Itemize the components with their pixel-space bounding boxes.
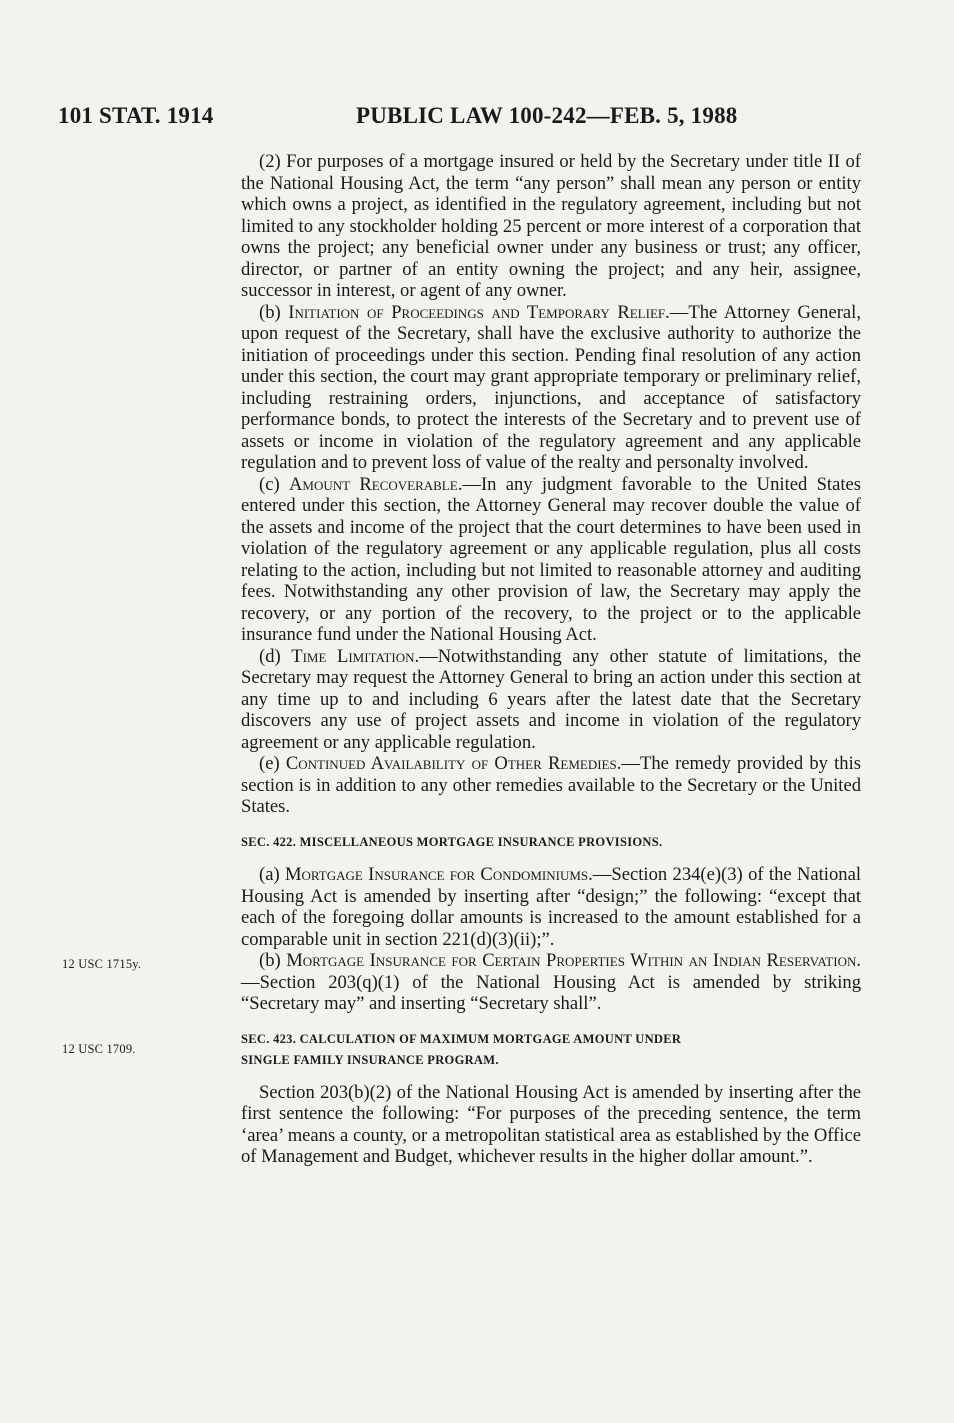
section-423-heading-line1: SEC. 423. CALCULATION OF MAXIMUM MORTGAGE AMOUNT UNDER	[241, 1031, 682, 1046]
subsection-b	[241, 302, 861, 474]
margin-note-usc-1709: 12 USC 1709.	[62, 1042, 136, 1056]
section-422-a	[241, 864, 861, 950]
section-422-b-label: (b)	[259, 950, 281, 971]
section-422-b	[241, 950, 861, 1015]
stat-reference: 101 STAT. 1914	[58, 103, 214, 128]
subsection-d-text: —Notwithstanding any other statute of limitations, the Secretary may request the Attorney General to bring an action under this section at any time up to and including 6 years after the latest date that the Secretary discovers any use of project assets and income in violation of the regulatory agreement or any applicable regulation.	[241, 645, 862, 753]
section-423-heading	[241, 1029, 861, 1072]
section-422-a-heading: Mortgage Insurance for Condominiums.	[284, 864, 593, 885]
subsection-d	[241, 646, 861, 754]
subsection-e-label: (e)	[259, 753, 280, 774]
section-422-b-heading: Mortgage Insurance for Certain Properties Within an Indian Reservation.	[286, 950, 862, 971]
subsection-c	[241, 474, 861, 646]
subsection-d-label: (d)	[259, 645, 281, 667]
subsection-e-heading: Continued Availability of Other Remedies.	[285, 753, 622, 774]
subsection-c-heading: Amount Recoverable.	[288, 473, 463, 495]
section-422-b-text: —Section 203(q)(1) of the National Housing Act is amended by striking “Secretary may” and inserting “Secretary shall”.	[241, 971, 861, 1014]
section-422-heading: SEC. 422. MISCELLANEOUS MORTGAGE INSURANCE PROVISIONS.	[241, 834, 663, 849]
section-422-a-text: —Section 234(e)(3) of the National Housing Act is amended by inserting after “design;” the following: “except that each of the foregoing dollar amounts is increased to the amount established for a comparable unit in section 221(d)(3)(ii);”.	[241, 864, 861, 950]
subsection-e	[241, 753, 861, 818]
subsection-c-label: (c)	[259, 473, 280, 495]
subsection-b-text: —The Attorney General, upon request of the Secretary, shall have the exclusive authority to authorize the initiation of proceedings under this section. Pending final resolution of any action under this section, the court may grant appropriate temporary or preliminary relief, including restraining orders, injunctions, and acceptance of satisfactory performance bonds, to protect the interests of the Secretary and to prevent use of assets or income in violation of the regulatory agreement and any applicable regulation and to prevent loss of value of the realty and personalty involved.	[241, 301, 861, 473]
margin-note-usc-1715y: 12 USC 1715y.	[62, 957, 142, 971]
subsection-b-heading: Initiation of Proceedings and Temporary Relief.	[288, 301, 670, 323]
subsection-c-text: —In any judgment favorable to the United States entered under this section, the Attorney General may recover double the value of the assets and income of the project that the court determines to have been used in violation of the regulatory agreement or any applicable regulation, plus all costs relating to the action, including but not limited to reasonable attorney and auditing fees. Notwithstanding any other provision of law, the Secretary may apply the recovery, or any portion of the recovery, to the project or to the applicable insurance fund under the National Housing Act.	[241, 473, 862, 645]
subsection-e-text: —The remedy provided by this section is in addition to any other remedies available to the Secretary or the United States.	[241, 753, 862, 817]
subsection-b-label: (b)	[259, 301, 281, 323]
section-422-a-label: (a)	[259, 864, 280, 885]
section-423-heading-line2: SINGLE FAMILY INSURANCE PROGRAM.	[241, 1053, 499, 1067]
paragraph-2: (2) For purposes of a mortgage insured or held by the Secretary under title II of the National Housing Act, the term “any person” shall mean any person or entity which owns a project, as identified in the regulatory agreement, including but not limited to any stockholder holding 25 percent or more interest of a corporation that owns the project; any beneficial owner under any business or trust; any officer, director, or partner of an entity owning the project; and any heir, assignee, successor in interest, or agent of any owner.	[241, 151, 861, 301]
section-423-text: Section 203(b)(2) of the National Housing Act is amended by inserting after the first sentence the following: “For purposes of the preceding sentence, the term ‘area’ means a county, or a metropolitan statistical area as established by the Office of Management and Budget, whichever results in the higher dollar amount.”.	[241, 1081, 861, 1167]
subsection-d-heading: Time Limitation.	[291, 645, 420, 667]
public-law-reference: PUBLIC LAW 100-242—FEB. 5, 1988	[356, 103, 738, 128]
body-text	[241, 151, 861, 1168]
